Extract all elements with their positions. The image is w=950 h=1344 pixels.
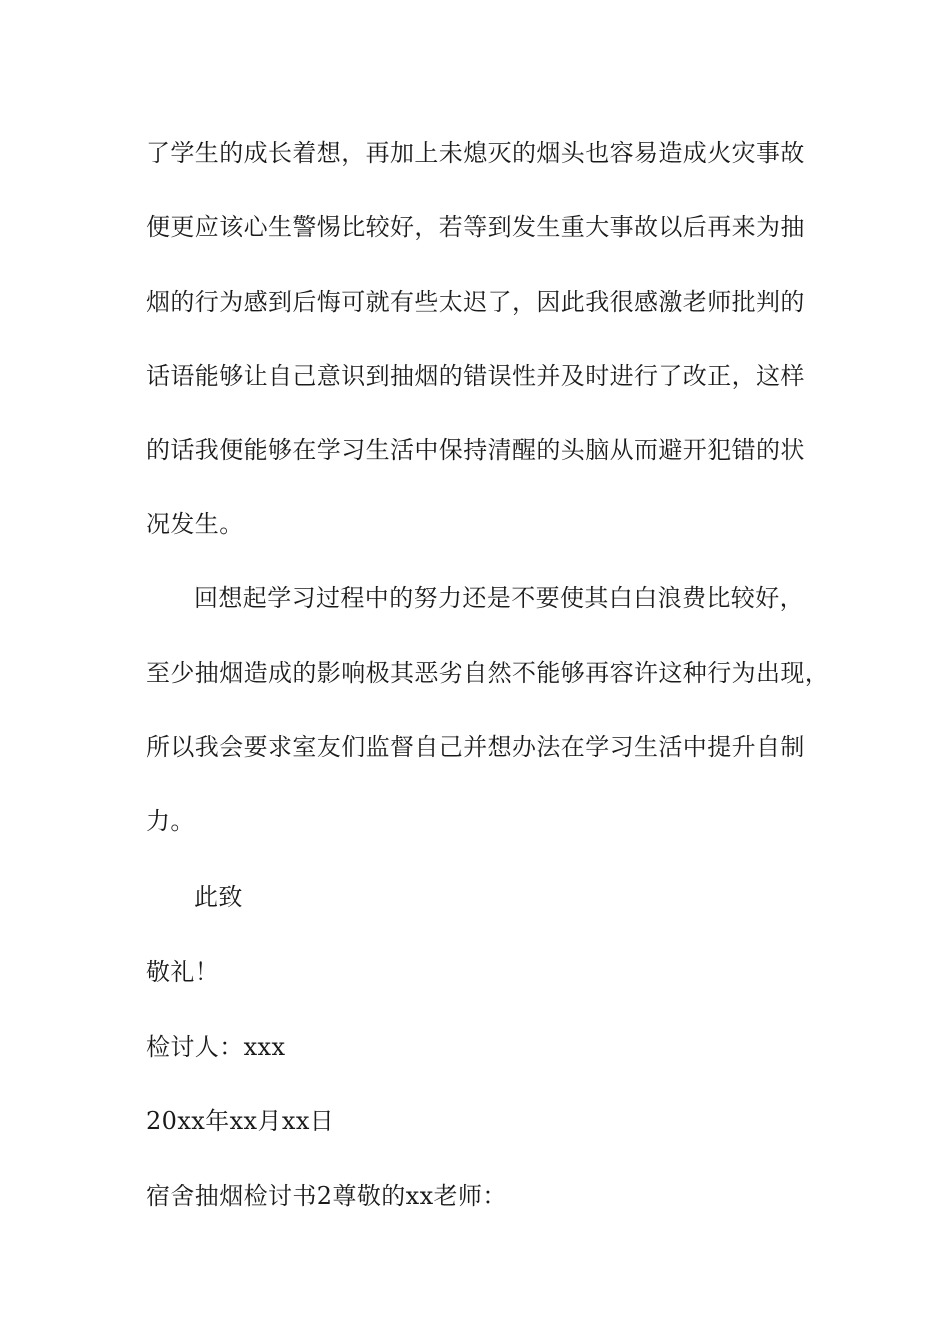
paragraph-line: 话语能够让自己意识到抽烟的错误性并及时进行了改正，这样 — [146, 362, 805, 390]
paragraph-line: 回想起学习过程中的努力还是不要使其白白浪费比较好， — [194, 584, 804, 612]
paragraph-line: 烟的行为感到后悔可就有些太迟了，因此我很感激老师批判的 — [146, 288, 805, 316]
paragraph-line: 了学生的成长着想，再加上未熄灭的烟头也容易造成火灾事故 — [146, 139, 805, 167]
paragraph-line: 至少抽烟造成的影响极其恶劣自然不能够再容许这种行为出现， — [146, 659, 830, 687]
closing-salutation: 此致 — [194, 883, 243, 911]
paragraph-line: 况发生。 — [146, 510, 244, 538]
signature-line: 检讨人：xxx — [146, 1033, 286, 1061]
closing-respect: 敬礼！ — [146, 958, 220, 986]
paragraph-line: 力。 — [146, 807, 195, 835]
paragraph-line: 所以我会要求室友们监督自己并想办法在学习生活中提升自制 — [146, 733, 805, 761]
next-section-heading: 宿舍抽烟检讨书2尊敬的xx老师： — [146, 1182, 507, 1210]
paragraph-line: 的话我便能够在学习生活中保持清醒的头脑从而避开犯错的状 — [146, 436, 805, 464]
date-line: 20xx年xx月xx日 — [146, 1107, 335, 1135]
paragraph-line: 便更应该心生警惕比较好，若等到发生重大事故以后再来为抽 — [146, 213, 805, 241]
